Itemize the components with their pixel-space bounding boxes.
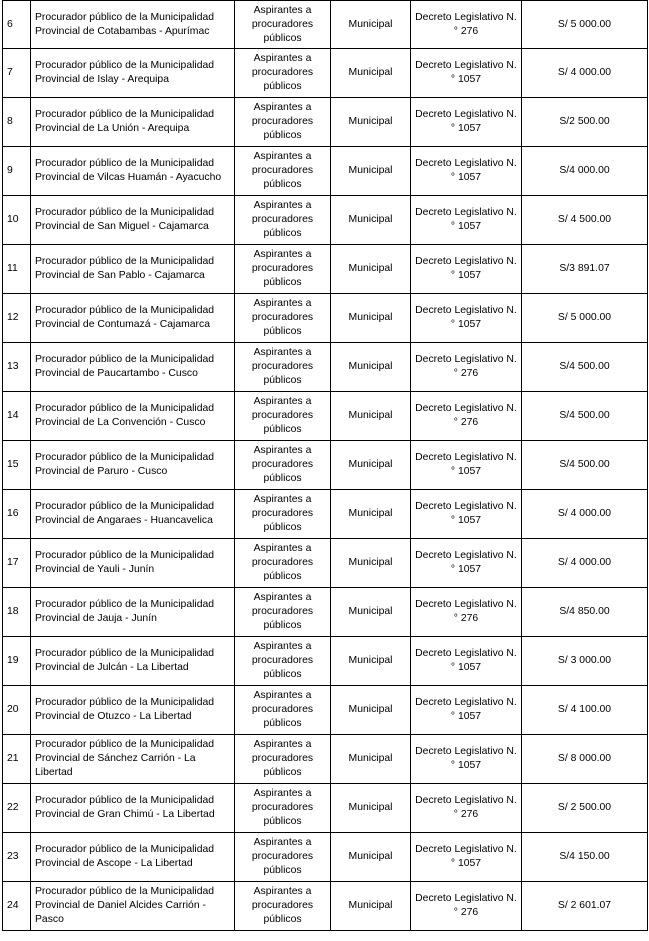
position-name-cell: Procurador público de la Municipalidad Provincial de Sánchez Carrión - La Libertad xyxy=(31,735,235,784)
position-name-cell: Procurador público de la Municipalidad Provincial de Paruro - Cusco xyxy=(31,441,235,490)
position-name-cell: Procurador público de la Municipalidad Provincial de Islay - Arequipa xyxy=(31,49,235,98)
table-row xyxy=(3,441,648,490)
row-number-cell: 10 xyxy=(3,196,31,245)
target-group-cell: Aspirantes a procuradores públicos xyxy=(235,833,331,882)
target-group-cell: Aspirantes a procuradores públicos xyxy=(235,784,331,833)
government-level-cell: Municipal xyxy=(331,588,411,637)
position-name-cell: Procurador público de la Municipalidad Provincial de Angaraes - Huancavelica xyxy=(31,490,235,539)
target-group-cell: Aspirantes a procuradores públicos xyxy=(235,392,331,441)
target-group-cell: Aspirantes a procuradores públicos xyxy=(235,637,331,686)
salary-cell: S/ 2 601.07 xyxy=(522,882,648,931)
government-level-cell: Municipal xyxy=(331,343,411,392)
row-number-cell: 23 xyxy=(3,833,31,882)
salary-cell: S/ 4 100.00 xyxy=(522,686,648,735)
position-name-cell: Procurador público de la Municipalidad Provincial de Yauli - Junín xyxy=(31,539,235,588)
position-name-cell: Procurador público de la Municipalidad Provincial de Jauja - Junín xyxy=(31,588,235,637)
row-number-cell: 8 xyxy=(3,98,31,147)
salary-cell: S/4 500.00 xyxy=(522,392,648,441)
salary-cell: S/ 5 000.00 xyxy=(522,1,648,49)
target-group-cell: Aspirantes a procuradores públicos xyxy=(235,735,331,784)
labor-regime-cell: Decreto Legislativo N.° 1057 xyxy=(411,490,522,539)
table-row xyxy=(3,1,648,49)
row-number-cell: 7 xyxy=(3,49,31,98)
position-name-cell: Procurador público de la Municipalidad Provincial de San Miguel - Cajamarca xyxy=(31,196,235,245)
target-group-cell: Aspirantes a procuradores públicos xyxy=(235,196,331,245)
salary-cell: S/3 891.07 xyxy=(522,245,648,294)
row-number-cell: 6 xyxy=(3,1,31,49)
labor-regime-cell: Decreto Legislativo N.° 1057 xyxy=(411,294,522,343)
government-level-cell: Municipal xyxy=(331,147,411,196)
government-level-cell: Municipal xyxy=(331,833,411,882)
labor-regime-cell: Decreto Legislativo N.° 276 xyxy=(411,343,522,392)
government-level-cell: Municipal xyxy=(331,392,411,441)
row-number-cell: 13 xyxy=(3,343,31,392)
row-number-cell: 24 xyxy=(3,882,31,931)
row-number-cell: 16 xyxy=(3,490,31,539)
position-name-cell: Procurador público de la Municipalidad Provincial de Julcán - La Libertad xyxy=(31,637,235,686)
labor-regime-cell: Decreto Legislativo N.° 276 xyxy=(411,882,522,931)
salary-cell: S/4 850.00 xyxy=(522,588,648,637)
row-number-cell: 14 xyxy=(3,392,31,441)
salary-cell: S/ 4 000.00 xyxy=(522,539,648,588)
row-number-cell: 19 xyxy=(3,637,31,686)
target-group-cell: Aspirantes a procuradores públicos xyxy=(235,441,331,490)
target-group-cell: Aspirantes a procuradores públicos xyxy=(235,147,331,196)
target-group-cell: Aspirantes a procuradores públicos xyxy=(235,539,331,588)
table-row xyxy=(3,196,648,245)
table-row xyxy=(3,539,648,588)
government-level-cell: Municipal xyxy=(331,196,411,245)
table-row xyxy=(3,882,648,931)
salary-cell: S/4 500.00 xyxy=(522,343,648,392)
labor-regime-cell: Decreto Legislativo N.° 1057 xyxy=(411,637,522,686)
salary-cell: S/2 500.00 xyxy=(522,98,648,147)
target-group-cell: Aspirantes a procuradores públicos xyxy=(235,1,331,49)
position-name-cell: Procurador público de la Municipalidad Provincial de Otuzco - La Libertad xyxy=(31,686,235,735)
government-level-cell: Municipal xyxy=(331,294,411,343)
row-number-cell: 12 xyxy=(3,294,31,343)
row-number-cell: 22 xyxy=(3,784,31,833)
government-level-cell: Municipal xyxy=(331,735,411,784)
labor-regime-cell: Decreto Legislativo N.° 1057 xyxy=(411,147,522,196)
salary-cell: S/4 000.00 xyxy=(522,147,648,196)
target-group-cell: Aspirantes a procuradores públicos xyxy=(235,245,331,294)
government-level-cell: Municipal xyxy=(331,98,411,147)
government-level-cell: Municipal xyxy=(331,539,411,588)
target-group-cell: Aspirantes a procuradores públicos xyxy=(235,588,331,637)
row-number-cell: 17 xyxy=(3,539,31,588)
target-group-cell: Aspirantes a procuradores públicos xyxy=(235,49,331,98)
table-body xyxy=(3,1,648,931)
government-level-cell: Municipal xyxy=(331,637,411,686)
position-name-cell: Procurador público de la Municipalidad Provincial de San Pablo - Cajamarca xyxy=(31,245,235,294)
labor-regime-cell: Decreto Legislativo N.° 276 xyxy=(411,1,522,49)
position-name-cell: Procurador público de la Municipalidad Provincial de Contumazá - Cajamarca xyxy=(31,294,235,343)
position-name-cell: Procurador público de la Municipalidad Provincial de La Convención - Cusco xyxy=(31,392,235,441)
labor-regime-cell: Decreto Legislativo N.° 1057 xyxy=(411,735,522,784)
labor-regime-cell: Decreto Legislativo N.° 1057 xyxy=(411,98,522,147)
labor-regime-cell: Decreto Legislativo N.° 1057 xyxy=(411,196,522,245)
table-row xyxy=(3,637,648,686)
table-row xyxy=(3,588,648,637)
salary-cell: S/ 4 000.00 xyxy=(522,490,648,539)
table-row xyxy=(3,294,648,343)
government-level-cell: Municipal xyxy=(331,441,411,490)
target-group-cell: Aspirantes a procuradores públicos xyxy=(235,686,331,735)
government-level-cell: Municipal xyxy=(331,784,411,833)
row-number-cell: 15 xyxy=(3,441,31,490)
row-number-cell: 20 xyxy=(3,686,31,735)
position-name-cell: Procurador público de la Municipalidad Provincial de Daniel Alcides Carrión - Pasco xyxy=(31,882,235,931)
target-group-cell: Aspirantes a procuradores públicos xyxy=(235,343,331,392)
table-row xyxy=(3,686,648,735)
government-level-cell: Municipal xyxy=(331,686,411,735)
government-level-cell: Municipal xyxy=(331,49,411,98)
salary-cell: S/ 8 000.00 xyxy=(522,735,648,784)
target-group-cell: Aspirantes a procuradores públicos xyxy=(235,98,331,147)
row-number-cell: 11 xyxy=(3,245,31,294)
salary-cell: S/ 3 000.00 xyxy=(522,637,648,686)
table-row xyxy=(3,490,648,539)
salary-cell: S/ 5 000.00 xyxy=(522,294,648,343)
labor-regime-cell: Decreto Legislativo N.° 1057 xyxy=(411,49,522,98)
row-number-cell: 9 xyxy=(3,147,31,196)
table-row xyxy=(3,833,648,882)
labor-regime-cell: Decreto Legislativo N.° 1057 xyxy=(411,441,522,490)
government-level-cell: Municipal xyxy=(331,1,411,49)
target-group-cell: Aspirantes a procuradores públicos xyxy=(235,294,331,343)
labor-regime-cell: Decreto Legislativo N.° 1057 xyxy=(411,686,522,735)
table-row xyxy=(3,392,648,441)
table-row xyxy=(3,147,648,196)
government-level-cell: Municipal xyxy=(331,245,411,294)
position-name-cell: Procurador público de la Municipalidad Provincial de Vilcas Huamán - Ayacucho xyxy=(31,147,235,196)
table-row xyxy=(3,49,648,98)
table-row xyxy=(3,245,648,294)
table-row xyxy=(3,343,648,392)
salary-cell: S/4 150.00 xyxy=(522,833,648,882)
salary-cell: S/4 500.00 xyxy=(522,441,648,490)
salary-cell: S/ 4 500.00 xyxy=(522,196,648,245)
position-name-cell: Procurador público de la Municipalidad Provincial de Ascope - La Libertad xyxy=(31,833,235,882)
salary-cell: S/ 4 000.00 xyxy=(522,49,648,98)
labor-regime-cell: Decreto Legislativo N.° 276 xyxy=(411,784,522,833)
table-row xyxy=(3,784,648,833)
position-name-cell: Procurador público de la Municipalidad Provincial de Gran Chimú - La Libertad xyxy=(31,784,235,833)
target-group-cell: Aspirantes a procuradores públicos xyxy=(235,882,331,931)
government-level-cell: Municipal xyxy=(331,882,411,931)
position-name-cell: Procurador público de la Municipalidad Provincial de Cotabambas - Apurímac xyxy=(31,1,235,49)
position-name-cell: Procurador público de la Municipalidad Provincial de Paucartambo - Cusco xyxy=(31,343,235,392)
table-row xyxy=(3,735,648,784)
table-row xyxy=(3,98,648,147)
position-name-cell: Procurador público de la Municipalidad Provincial de La Unión - Arequipa xyxy=(31,98,235,147)
labor-regime-cell: Decreto Legislativo N.° 276 xyxy=(411,392,522,441)
row-number-cell: 21 xyxy=(3,735,31,784)
labor-regime-cell: Decreto Legislativo N.° 276 xyxy=(411,588,522,637)
target-group-cell: Aspirantes a procuradores públicos xyxy=(235,490,331,539)
row-number-cell: 18 xyxy=(3,588,31,637)
labor-regime-cell: Decreto Legislativo N.° 1057 xyxy=(411,245,522,294)
salary-cell: S/ 2 500.00 xyxy=(522,784,648,833)
labor-regime-cell: Decreto Legislativo N.° 1057 xyxy=(411,833,522,882)
labor-regime-cell: Decreto Legislativo N.° 1057 xyxy=(411,539,522,588)
vacancies-table xyxy=(2,0,648,931)
government-level-cell: Municipal xyxy=(331,490,411,539)
